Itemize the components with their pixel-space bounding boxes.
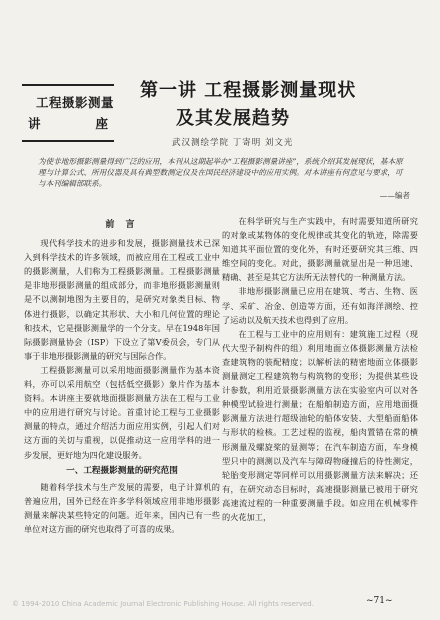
right-paragraph-3: 在工程与工业中的应用则有：建筑施工过程（现代大型予制构件的组）利用地面立体摄影测量方法检查建筑物的装配精度；以解析法的精密地面立体摄影测量测定工程建筑物与构筑物的变形；为提供某些设计参数，利用近景摄影测量方法在实验室内可以对各种模型试验进行测量；在船舶制造方面，应用地面摄影测量方法进行超级油轮的船体安装、大型船面船体与形状的检核。工艺过程的监视，船肉置错在常的横形测量及螺旋桨的显测等；在汽车制造方面，车身模型只中的测测以及汽车与障碍物碰撞后的待性测定，轮胎变形测定等同样可以用摄影测量方法来解决；还有，在研究动态目标时，高速摄影测量已被用于研究高速流过程的一种重要测量手段。如应用在机械零件的火花加工， <box>222 328 418 522</box>
article-title-line2: 及其发展趋势 <box>176 108 290 129</box>
section-title-foreword: 前 言 <box>105 220 139 230</box>
page-number: ~71~ <box>366 596 393 606</box>
series-label-box <box>22 84 114 142</box>
article-authors: 武汉测绘学院 丁寄明 刘文光 <box>172 138 294 148</box>
right-paragraph-2: 非地形摄影测量已应用在建筑、考古、生物、医学、采矿、冶金、创造等方面，还有如海洋测绘、控了运动以及航天技术也得到了应用。 <box>222 286 418 325</box>
right-paragraph-1: 在科学研究与生产实践中，有时需要知道所研究的对象或某物体的变化规律或其变化的轨迹，除需要知道其平面位置的变化外，有时还要研究其三维、四维空间的变化。对此，摄影测量就显出是一种迅速、精确、甚至是其它方法所无法替代的一种测量方法。 <box>222 216 418 283</box>
copyright-footer: © 1994-2010 China Academic Journal Electronic Publishing House. All rights reserved. <box>12 600 314 608</box>
left-paragraph-3: 随着科学技术与生产发展的需要，电子计算机的普遍应用，国外已经在许多学科领域应用非地形摄影测量来解决某些特定的问题。近年来，国内已有一些单位对这方面的研究也取得了可喜的成果。 <box>24 481 220 534</box>
series-label-line3: 座 <box>95 116 108 131</box>
editor-note-sign: ——编者 <box>379 190 410 200</box>
series-label-line2: 讲 <box>28 116 41 131</box>
editor-note <box>38 156 410 201</box>
subsection-title-research-scope: 一、工程摄影测量的研究范围 <box>66 465 178 476</box>
left-paragraph-1: 现代科学技术的进步和发展，摄影测量技术已深入到科学技术的许多领域，而被应用在工程或工业中的摄影测量，人们称为工程摄影测量。工程摄影测量是非地形摄影测量的组成部分，而非地形摄影测量则是不以测制地图为主要目的，是研究对象类目标、物体进行摄影，以确定其形状、大小和几何位置的理论和技术，它是摄影测量学的一个分支。早在1948年国际摄影测量协会（ISP）下设立了第V委员会，专门从事于非地形摄影测量的研究与国际合作。 <box>24 238 220 361</box>
editor-note-text: 为使非地形摄影测量得到广泛的应用，本刊从这期起举办“工程摄影测量讲座”，系统介绍其发展现状，基本原理与计算公式、所用仪器及具有典型数测定仪及在国民经济建设中的应用实例。对本讲座有何意见与要求，可与本刊编辑部联系。 <box>38 157 403 189</box>
series-label-line1: 工程摄影测量 <box>36 95 115 110</box>
right-column <box>222 214 418 524</box>
article-title-line1: 第一讲 工程摄影测量现状 <box>140 80 357 101</box>
left-paragraph-2: 工程摄影测量可以采用地面摄影测量作为基本资料，亦可以采用航空（包括低空摄影）象片作为基本资料。本讲座主要就地面摄影测量方法在工程与工业中的应用进行研究与讨论。首重讨论工程与工业摄影测量的特点，通过介绍活力面应用实例，引起人们对这方面的关切与重视，以促推动这一应用学科的进一步发展，更好地为四化建设服务。 <box>24 364 220 460</box>
left-column <box>24 214 220 536</box>
